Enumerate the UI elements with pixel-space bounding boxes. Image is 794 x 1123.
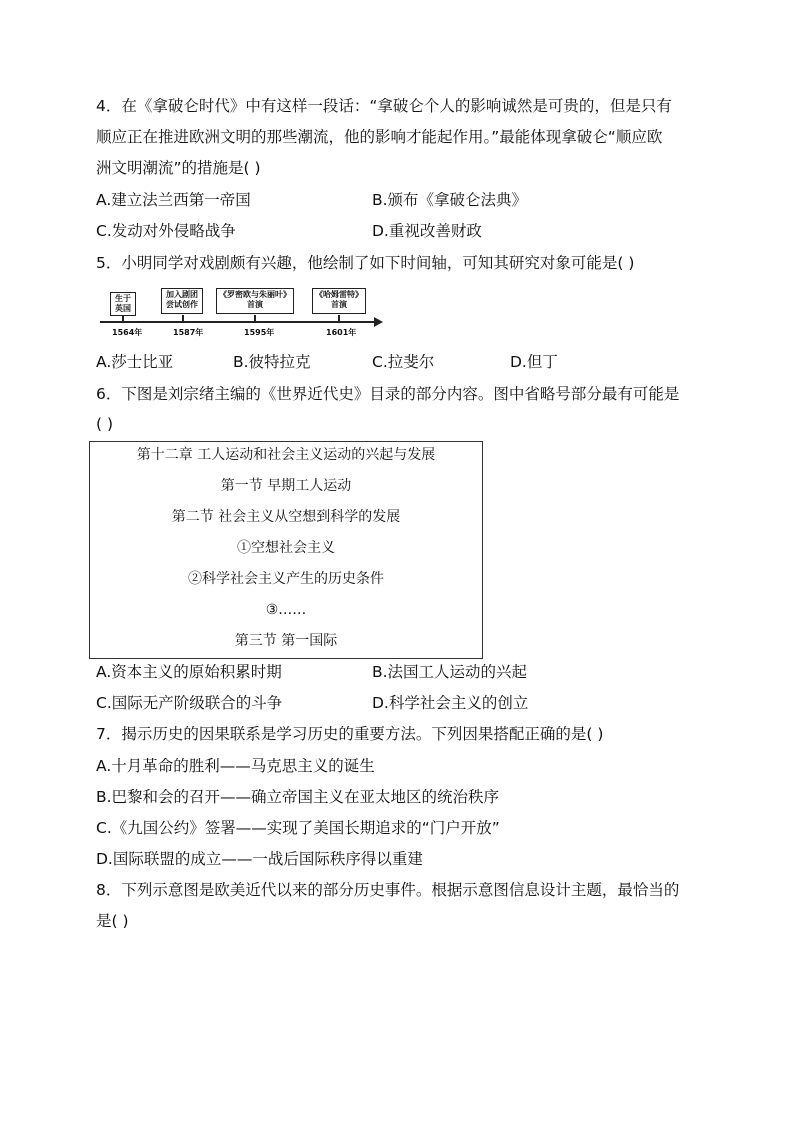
q6-option-c: C.国际无产阶级联合的斗争 xyxy=(96,694,283,712)
q6-option-b: B.法国工人运动的兴起 xyxy=(372,663,528,681)
q5-timeline xyxy=(98,284,388,342)
q7-option-c: C.《九国公约》签署——实现了美国长期追求的“门户开放” xyxy=(96,819,500,837)
q7-option-b: B.巴黎和会的召开——确立帝国主义在亚太地区的统治秩序 xyxy=(96,788,500,806)
q6-table-of-contents xyxy=(89,441,483,659)
timeline-tick-2 xyxy=(182,315,184,321)
toc-item-1: ①空想社会主义 xyxy=(237,540,335,556)
timeline-year-2: 1587年 xyxy=(173,328,204,337)
q4-option-a: A.建立法兰西第一帝国 xyxy=(96,191,251,209)
q5-option-d: D.但丁 xyxy=(510,353,558,371)
toc-item-2: ②科学社会主义产生的历史条件 xyxy=(188,571,384,587)
timeline-axis xyxy=(100,321,378,323)
timeline-event-3: 《罗密欧与朱丽叶》首演 xyxy=(216,288,294,314)
timeline-tick-3 xyxy=(254,315,256,321)
q5-option-c: C.拉斐尔 xyxy=(372,353,435,371)
toc-section-3: 第三节 第一国际 xyxy=(234,633,338,649)
q5-option-b: B.彼特拉克 xyxy=(233,353,311,371)
timeline-tick-1 xyxy=(122,315,124,321)
q4-stem-line1: 4．在《拿破仑时代》中有这样一段话：“拿破仑个人的影响诚然是可贵的，但是只有 xyxy=(96,97,672,115)
q4-stem-line2: 顺应正在推进欧洲文明的那些潮流，他的影响才能起作用。”最能体现拿破仑“顺应欧 xyxy=(96,128,663,146)
q4-option-b: B.颁布《拿破仑法典》 xyxy=(372,191,528,209)
timeline-tick-4 xyxy=(338,315,340,321)
toc-chapter: 第十二章 工人运动和社会主义运动的兴起与发展 xyxy=(136,447,436,463)
q8-stem-line2: 是( ) xyxy=(96,912,129,930)
timeline-year-4: 1601年 xyxy=(326,328,357,337)
toc-item-3: ③…… xyxy=(265,602,307,618)
toc-section-1: 第一节 早期工人运动 xyxy=(220,478,352,494)
toc-section-2: 第二节 社会主义从空想到科学的发展 xyxy=(171,509,401,525)
timeline-arrow xyxy=(374,317,383,327)
q4-option-d: D.重视改善财政 xyxy=(372,222,482,240)
q5-stem: 5．小明同学对戏剧颇有兴趣，他绘制了如下时间轴，可知其研究对象可能是( ) xyxy=(96,254,635,272)
timeline-event-1: 生于英国 xyxy=(110,292,136,316)
q4-stem-line3: 洲文明潮流”的措施是( ) xyxy=(96,159,261,177)
q6-stem-line1: 6．下图是刘宗绪主编的《世界近代史》目录的部分内容。图中省略号部分最有可能是 xyxy=(96,385,680,403)
q5-option-a: A.莎士比亚 xyxy=(96,353,174,371)
q6-stem-line2: ( ) xyxy=(96,415,114,433)
q6-option-a: A.资本主义的原始积累时期 xyxy=(96,663,282,681)
q7-option-d: D.国际联盟的成立——一战后国际秩序得以重建 xyxy=(96,850,423,868)
timeline-event-4: 《哈姆雷特》首演 xyxy=(312,288,366,314)
q6-option-d: D.科学社会主义的创立 xyxy=(372,694,529,712)
timeline-year-1: 1564年 xyxy=(112,328,143,337)
q7-option-a: A.十月革命的胜利——马克思主义的诞生 xyxy=(96,757,375,775)
timeline-event-2: 加入剧团尝试创作 xyxy=(161,288,203,314)
q7-stem: 7．揭示历史的因果联系是学习历史的重要方法。下列因果搭配正确的是( ) xyxy=(96,725,604,743)
q4-option-c: C.发动对外侵略战争 xyxy=(96,222,236,240)
timeline-year-3: 1595年 xyxy=(244,328,275,337)
q8-stem-line1: 8．下列示意图是欧美近代以来的部分历史事件。根据示意图信息设计主题，最恰当的 xyxy=(96,881,680,899)
